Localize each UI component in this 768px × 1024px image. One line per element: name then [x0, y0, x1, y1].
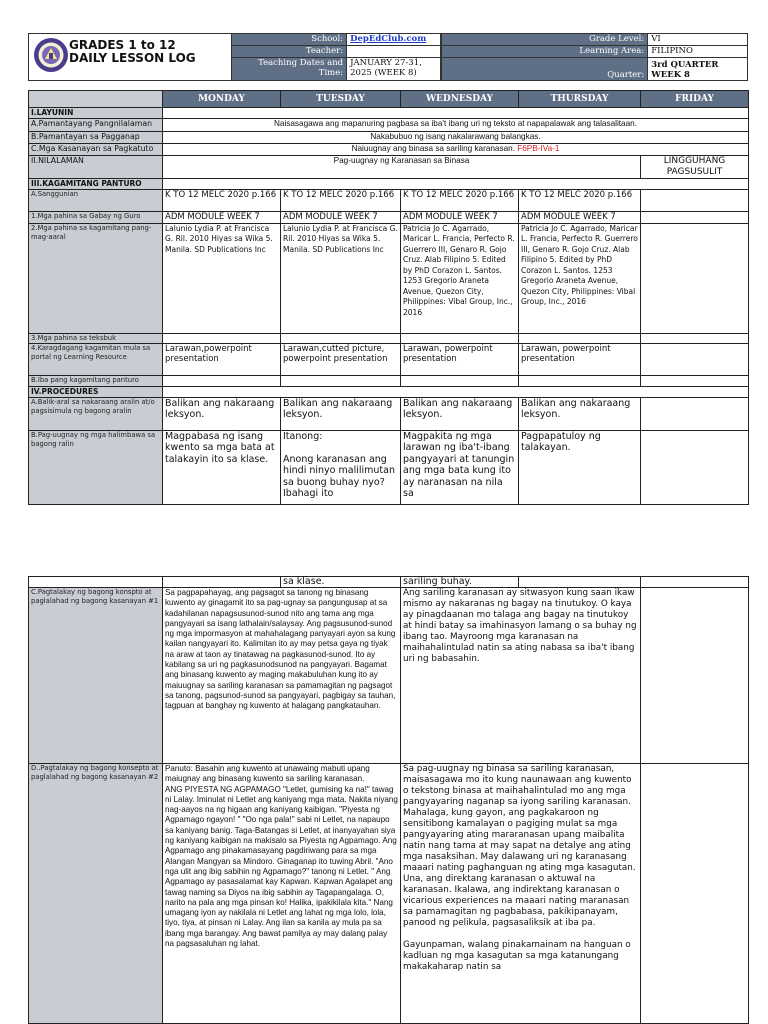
sanggunian-thu: K TO 12 MELC 2020 p.166 [519, 190, 641, 212]
nilalaman-label: II.NILALAMAN [29, 156, 163, 179]
lesson-log-page-2 [0, 574, 768, 1024]
kasanayan-code: F6PB-IVa-1 [517, 144, 560, 153]
pagtalakay-2-wed: Sa pag-uugnay ng binasa sa sariling karanasan, maisasagawa mo ito kung naunawaan ang kuwento o tekstong binasa at maihahalintulad mo ang mga pangyayaring naganap sa iyong sariling karanasan. Mahalaga, kung gayon, ang pagkakaroon ng sensitibong kamalayan o pagiging mulat sa mga pangyayaring ating mararanasan upang maibalita natin nang tama at may sapat na detalye ang ating mga nasaksihan. May dalawang uri ng karanasang maaari nating paghanguan ng ating mga kasagutan. Una, ang direktang karanasan o aktuwal na karanasan. Ikalawa, ang indirektang karanasan o vicarious experiences na maaari nating maranasan sa pamamagitan ng pagbabasa, pakikipanayam, panood ng pelikula, pagsasaliksik at iba pa. Gayunpaman, walang pinakamainam na hanguan o kadluan ng mga kasagutan sa mga katanungang makakaharap natin sa [401, 764, 641, 1024]
pagtalakay-1-mon: Sa pagpapahayag, ang pagsagot sa tanong ng binasang kuwento ay ginagamit ito sa pag-ugnay sa pangungusap at sa kadahilanan napagsusunod-sunod nito ang tama ang mga pangyayari sa isang lathalain/salaysay. Ang pagsusunod-sunod ng mga impormasyon at mahahalagang panyayari ayon sa kung kailan nangyayari ito. Kalimitan ito ay may petsa gaya ng tiyak na araw at taon ay tinatawag na pagkasunod-sunod. Ito ay kabilang sa uri ng pagkasunodsunod na pangyayari. Bagamat ang binasang kuwento ay maging makabuluhan kung ito ay maiuugnay sa sariling karanasan sa pamamagitan ng pagsagot sa tanong, pagsunod-sunod sa pangyayari, pagbigay sa tauhan, tagpuan at banghay ng kuwento at halagang pangkatauhan. [163, 588, 401, 764]
balik-aral-mon: Balikan ang nakaraang leksyon. [163, 397, 281, 430]
mag-aaral-wed: Patricia Jo C. Agarrado, Maricar L. Francia, Perfecto R. Guerrero III, Genaro R. Gojo Cruz. Alab Filipino 5. Edited by PhD Corazon L. Santos. 1253 Gregorio Araneta Avenue, Quezon City, Philippines: Vibal Group, Inc., 2016 [401, 223, 519, 333]
area-value: FILIPINO [648, 46, 748, 58]
page-gap [0, 544, 768, 574]
sanggunian-mon: K TO 12 MELC 2020 p.166 [163, 190, 281, 212]
pagtalakay-2-mon: Panuto: Basahin ang kuwento at unawaing mabuti upang maiugnay ang binasang kuwento sa sariling karanasan. ANG PIYESTA NG AGPAMAGO "Letlet, gumising ka na!" tawag ni Lalay. Iminulat ni Letlet ang kaniyang mga mata. Nakita niyang nag-aayos na ng higaan ang kaniyang kaibigan. "Piyesta ng Agpamago ngayon! " "Oo nga pala!" sabi ni Letlet, na napaupo sa kaniyang banig. Taga-Batangas si Letlet, at inanyayahan siya ng kaniyang kaibigan na makisalo sa Piyesta ng Agpamago. Ang Agpamago ang pinakamasayang pagdiriwang para sa mga Alangan Mangyan sa Mindoro. Ginaganap ito tuwing Abril. "Ano nga ulit ang ibig sabihin ng Agpamago?" tanong ni Letlet. " Ang Agpamago ay pasasalamat kay Kapwan. Kapwan Agalapet ang tawag naming sa Diyos na ibig sabihin ay Tagapangalaga. O, narito na pala ang mga pinsan ko! Halika, ipakikilala kita." Nang umagang iyon ay nakilala ni Letlet ang lahat ng mga lolo, lola, tiyo, tiya, at pinsan ni Lalay. Ang ilan sa kanila ay mula pa sa ibang mga barangay. Ang bawat pamilya ay may dalang palay na pagsasaluhan ng lahat. [163, 764, 401, 1024]
lingguhang-pagsusulit: LINGGUHANG PAGSUSULIT [641, 156, 749, 179]
balik-aral-wed: Balikan ang nakaraang leksyon. [401, 397, 519, 430]
pamantayang-pangnilalaman-value: Naisasagawa ang mapanuring pagbasa sa iba't ibang uri ng teksto at napapalawak ang talasalitaan. [163, 119, 749, 132]
day-wednesday: WEDNESDAY [401, 91, 519, 108]
cont-wed: sariling buhay. [401, 577, 519, 588]
kasanayan-text: Naiuugnay ang binasa sa sariling karanasan. [351, 144, 515, 153]
dates-value: JANUARY 27-31, 2025 (WEEK 8) [347, 58, 441, 81]
nilalaman-value: Pag-uugnay ng Karanasan sa Binasa [163, 156, 641, 179]
procedures-heading: IV.PROCEDURES [29, 386, 163, 397]
header-box [28, 33, 748, 81]
title-line-1: GRADES 1 to 12 [69, 38, 176, 52]
karagdagan-thu: Larawan, powerpoint presentation [519, 343, 641, 375]
balik-aral-tue: Balikan ang nakaraang leksyon. [281, 397, 401, 430]
teksbuk-label: 3.Mga pahina sa teksbuk [29, 333, 163, 343]
kagamitang-mag-aaral-label: 2.Mga pahina sa kagamitang pang-mag-aaral [29, 223, 163, 333]
day-thursday: THURSDAY [519, 91, 641, 108]
karagdagan-mon: Larawan,powerpoint presentation [163, 343, 281, 375]
teacher-value [347, 46, 441, 58]
title-line-2: DAILY LESSON LOG [69, 51, 196, 65]
karagdagan-wed: Larawan, powerpoint presentation [401, 343, 519, 375]
pag-uugnay-wed: Magpakita ng mga larawan ng iba't-ibang pangyayari at tanungin ang mga bata kung ito ay naranasan na nila sa [401, 430, 519, 504]
doc-title [69, 39, 196, 65]
school-link[interactable]: DepEdClub.com [350, 34, 427, 44]
gabay-mon: ADM MODULE WEEK 7 [163, 212, 281, 224]
grade-label: Grade Level: [442, 34, 648, 46]
deped-seal-icon [33, 37, 69, 73]
gabay-thu: ADM MODULE WEEK 7 [519, 212, 641, 224]
quarter-label: Quarter: [442, 58, 648, 81]
balik-aral-label: A.Balik-aral sa nakaraang aralin at/o pagsisimula ng bagong aralin [29, 397, 163, 430]
day-tuesday: TUESDAY [281, 91, 401, 108]
day-friday: FRIDAY [641, 91, 749, 108]
lesson-grid-continued [28, 576, 749, 1024]
pag-uugnay-mon: Magpabasa ng isang kwento sa mga bata at talakayin ito sa klase. [163, 430, 281, 504]
pagtalakay-1-label: C.Pagtalakay ng bagong konspto at paglalahad ng bagong kasanayan #1 [29, 588, 163, 764]
pamantayan-pagganap-label: B.Pamantayan sa Pagganap [29, 132, 163, 144]
sanggunian-label: A.Sanggunian [29, 190, 163, 212]
area-label: Learning Area: [442, 46, 648, 58]
pamantayan-pagganap-value: Nakabubuo ng isang nakalarawang balangkas. [163, 132, 749, 144]
kagamitang-panturo-heading: III.KAGAMITANG PANTURO [29, 179, 163, 190]
karagdagan-tue: Larawan,cutted picture, powerpoint presentation [281, 343, 401, 375]
cont-tue: sa klase. [281, 577, 401, 588]
kasanayan-label: C.Mga Kasanayan sa Pagkatuto [29, 144, 163, 156]
sanggunian-tue: K TO 12 MELC 2020 p.166 [281, 190, 401, 212]
gabay-guro-label: 1.Mga pahina sa Gabay ng Guro [29, 212, 163, 224]
header-right-grid [441, 33, 748, 81]
pagtalakay-2-label: D..Pagtalakay ng bagong konsepto at paglalahad ng bagong kasanayan #2 [29, 764, 163, 1024]
gabay-tue: ADM MODULE WEEK 7 [281, 212, 401, 224]
mag-aaral-thu: Patricia Jo C. Agarrado, Maricar L. Francia, Perfecto R. Guerrero III, Genaro R. Gojo Cruz. Alab Filipino 5. Edited by PhD Corazon L. Santos. 1253 Gregorio Araneta Avenue, Quezon City, Philippines: Vibal Group, Inc., 2016 [519, 223, 641, 333]
pag-uugnay-tue: Itanong: Anong karanasan ang hindi ninyo malilimutan sa buong buhay nyo?Ibahagi ito [281, 430, 401, 504]
gabay-wed: ADM MODULE WEEK 7 [401, 212, 519, 224]
teacher-label: Teacher: [232, 46, 347, 58]
pamantayang-pangnilalaman-label: A.Pamantayang Pangnilalaman [29, 119, 163, 132]
iba-pang-kagamitan-label: B.Iba pang kagamitang panturo [29, 375, 163, 386]
pagtalakay-1-wed: Ang sariling karanasan ay sitwasyon kung saan ikaw mismo ay nakaranas ng bagay na tinutukoy. O kaya ay pinagdaanan mo talaga ang bagay na tinutukoy at hindi batay sa imahinasyon lamang o sa buhay ng ibang tao. Mayroong mga karanasan na maihahalintulad natin sa ating nabasa sa iba't ibang uri ng babasahin. [401, 588, 641, 764]
school-label: School: [232, 34, 347, 46]
mag-aaral-tue: Lalunio Lydia P. at Francisca G. Ril. 2010 Hiyas sa Wika 5. Manila. SD Publications Inc [281, 223, 401, 333]
lesson-grid [28, 90, 749, 505]
karagdagang-kagamitan-label: 4.Karagdagang kagamitan mula sa portal ng Learning Resource [29, 343, 163, 375]
layunin-heading: I.LAYUNIN [29, 108, 163, 119]
kasanayan-value [163, 144, 749, 156]
dates-label: Teaching Dates and Time: [232, 58, 347, 81]
quarter-value: 3rd QUARTER WEEK 8 [648, 58, 748, 81]
balik-aral-thu: Balikan ang nakaraang leksyon. [519, 397, 641, 430]
grade-value: VI [648, 34, 748, 46]
corner-cell [29, 91, 163, 108]
day-monday: MONDAY [163, 91, 281, 108]
sanggunian-wed: K TO 12 MELC 2020 p.166 [401, 190, 519, 212]
pag-uugnay-label: B.Pag-uugnay ng mga halimbawa sa bagong ralin [29, 430, 163, 504]
mag-aaral-mon: Lalunio Lydia P. at Francisca G. Ril. 2010 Hiyas sa Wika 5. Manila. SD Publications Inc [163, 223, 281, 333]
pag-uugnay-thu: Pagpapatuloy ng talakayan. [519, 430, 641, 504]
header-left-grid [231, 33, 441, 81]
